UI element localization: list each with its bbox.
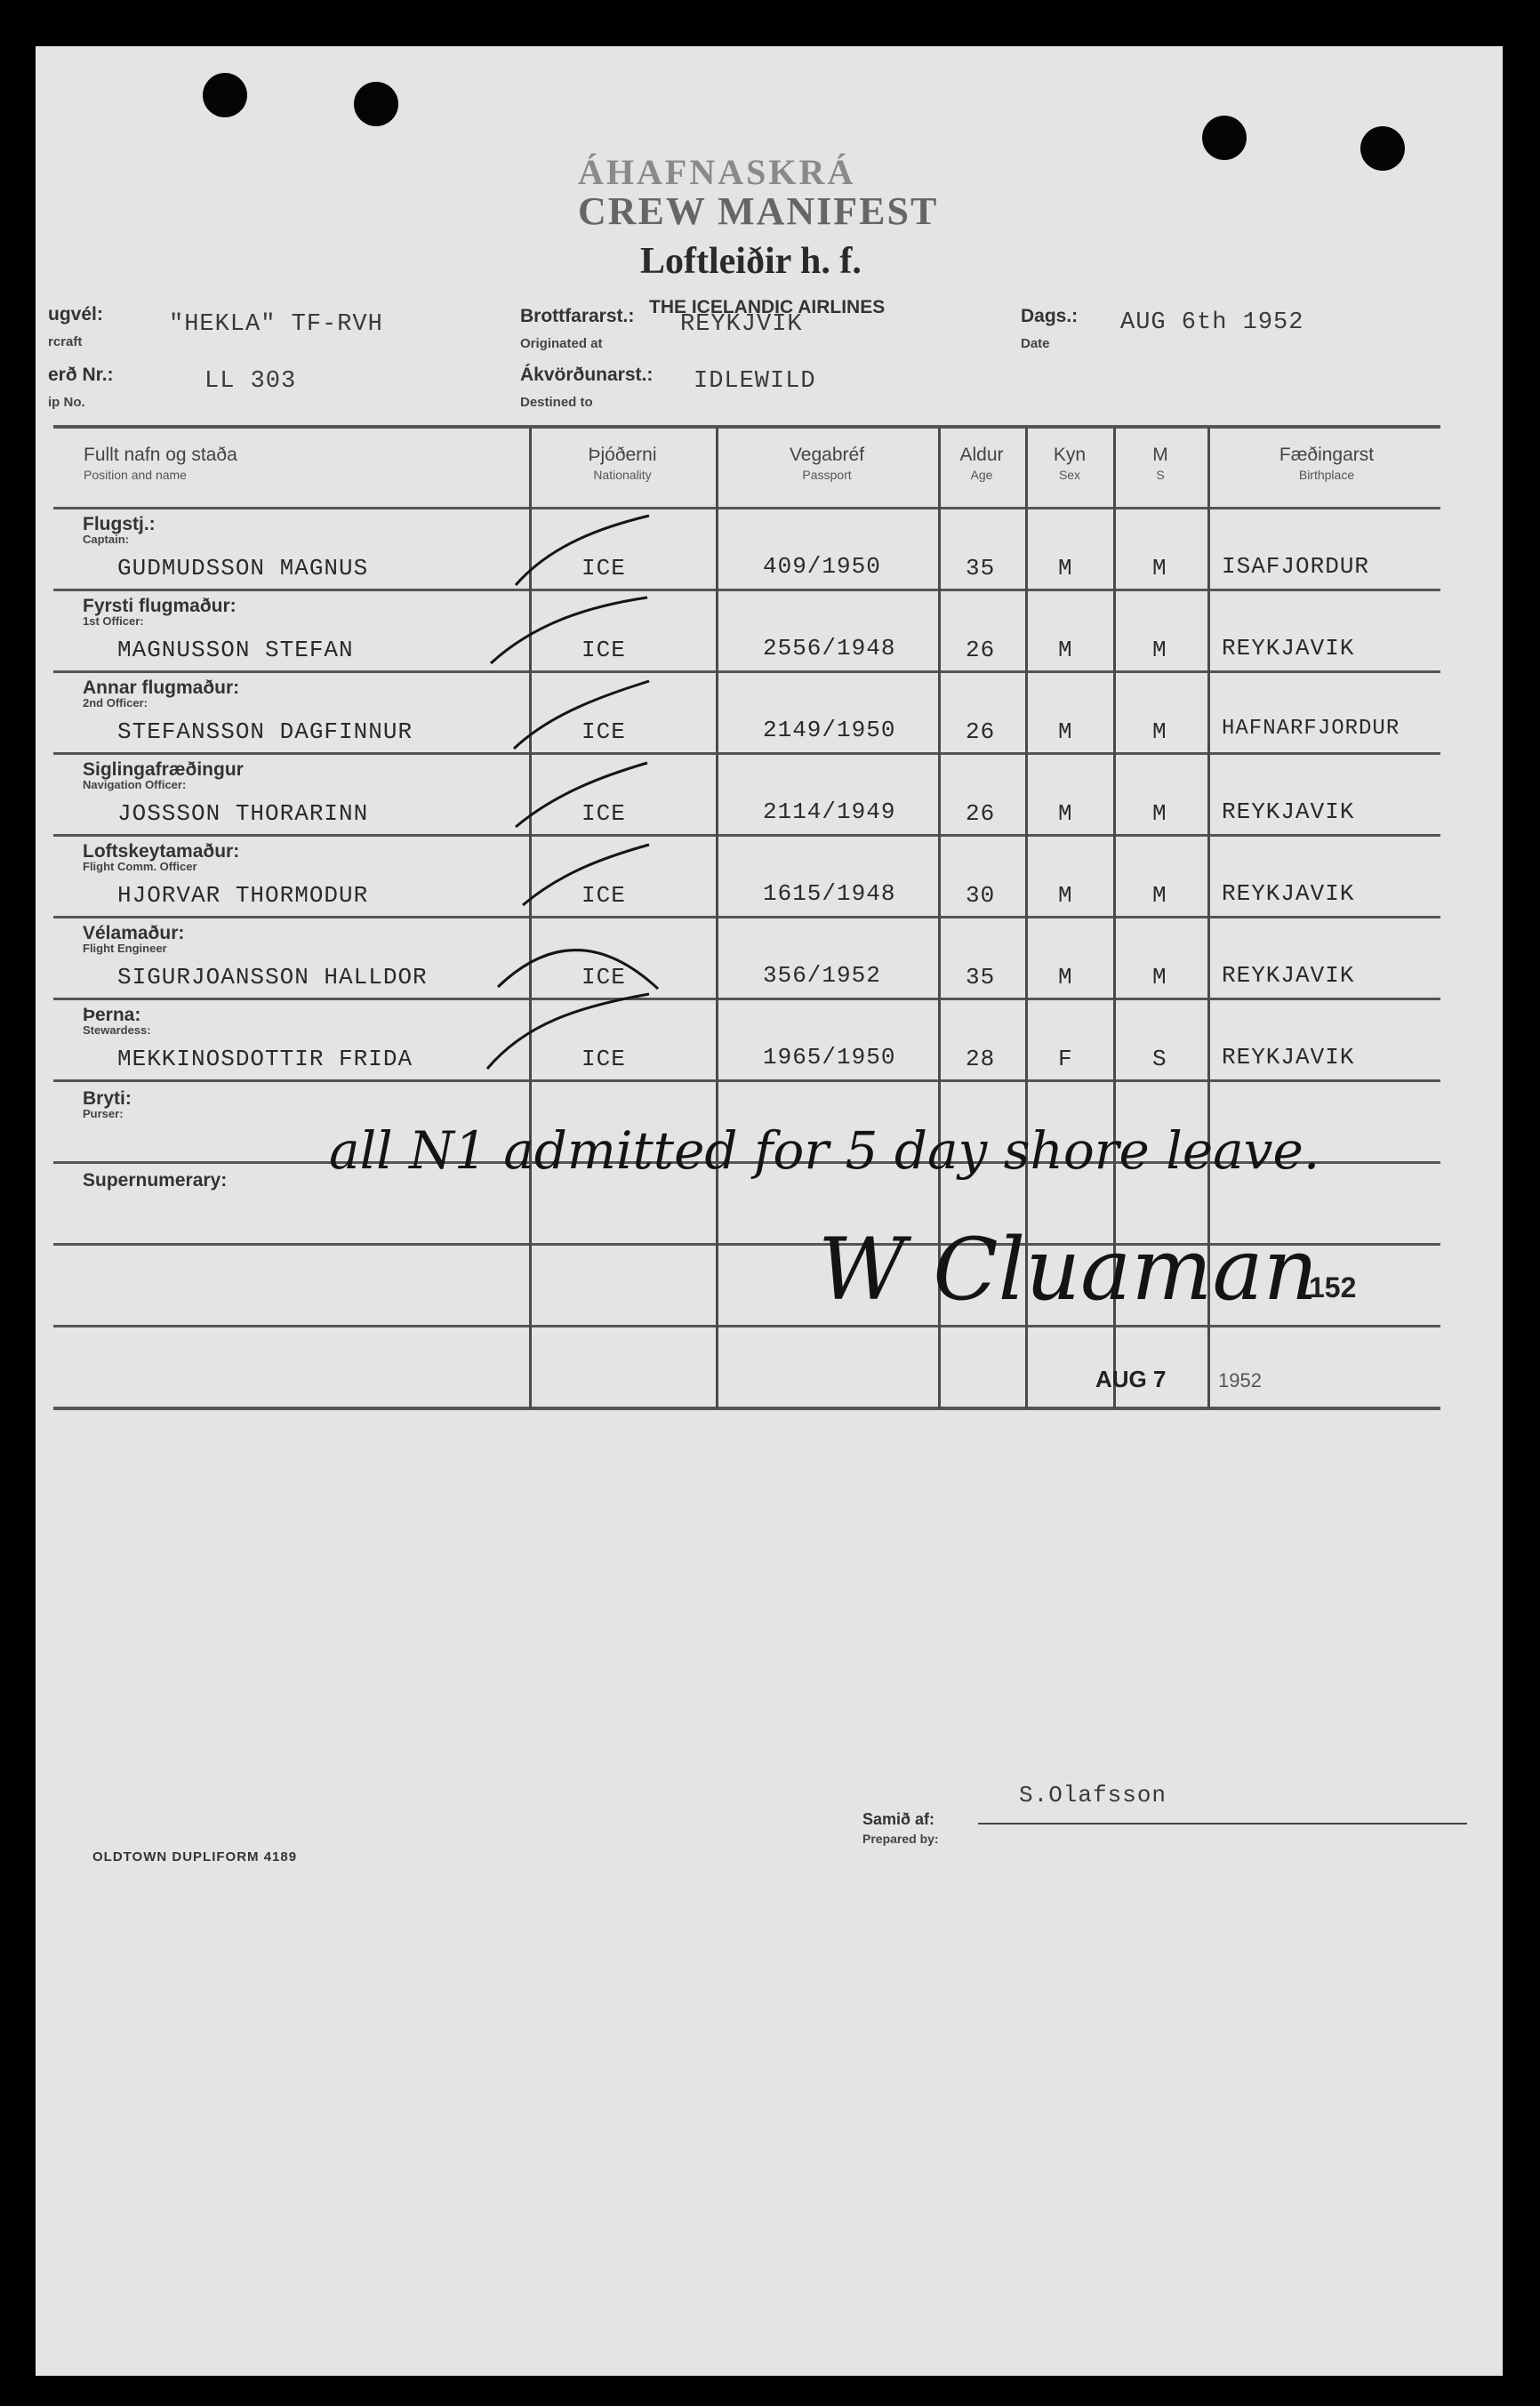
passport: 1615/1948	[763, 880, 896, 907]
crew-name: MAGNUSSON STEFAN	[117, 637, 354, 663]
trip-label-en: ip No.	[48, 395, 85, 410]
passport: 409/1950	[763, 553, 881, 580]
prepared-by-value: S.Olafsson	[1019, 1782, 1167, 1809]
header-name: Fullt nafn og staða Position and name	[84, 445, 237, 482]
birthplace: REYKJAVIK	[1222, 880, 1355, 907]
handwritten-note: all N1 admitted for 5 day shore leave.	[329, 1120, 1320, 1181]
officer-signature: W Cluaman	[818, 1220, 1319, 1319]
header-passport: Vegabréf Passport	[789, 445, 865, 482]
title-icelandic: ÁHAFNASKRÁ	[578, 152, 856, 192]
header-sex: Kyn Sex	[1053, 445, 1087, 482]
age: 26	[966, 637, 996, 663]
purser-label: Bryti: Purser:	[83, 1088, 132, 1120]
nationality: ICE	[582, 964, 626, 990]
crew-name: JOSSSON THORARINN	[117, 800, 369, 827]
marital-status: M	[1152, 555, 1167, 581]
header-age: Aldur Age	[959, 445, 1004, 482]
origin-label-en: Originated at	[520, 336, 603, 351]
passport: 1965/1950	[763, 1044, 896, 1071]
destination-label: Ákvörðunarst.:	[520, 365, 654, 385]
sex: M	[1058, 555, 1073, 581]
nationality: ICE	[582, 637, 626, 663]
crew-name: MEKKINOSDOTTIR FRIDA	[117, 1046, 413, 1072]
role-label: Þerna: Stewardess:	[83, 1005, 151, 1037]
aircraft-value: "HEKLA" TF-RVH	[169, 311, 383, 338]
stamp-date: AUG 7	[1095, 1366, 1167, 1392]
nationality: ICE	[582, 882, 626, 909]
company-name: Loftleiðir h. f.	[640, 241, 862, 282]
passport: 2114/1949	[763, 798, 896, 825]
stamp-year: 1952	[1218, 1369, 1262, 1391]
destination-label-en: Destined to	[520, 395, 593, 410]
marital-status: S	[1152, 1046, 1167, 1072]
birthplace: REYKJAVIK	[1222, 962, 1355, 989]
date-value: AUG 6th 1952	[1120, 309, 1304, 336]
sex: M	[1058, 882, 1073, 909]
date-label-en: Date	[1021, 336, 1050, 351]
nationality: ICE	[582, 1046, 626, 1072]
trip-label: erð Nr.:	[48, 365, 114, 385]
company-subtitle: THE ICELANDIC AIRLINES	[649, 297, 886, 317]
stamp-number: 152	[1309, 1271, 1357, 1303]
passport: 2149/1950	[763, 717, 896, 743]
nationality: ICE	[582, 718, 626, 745]
supernumerary-label: Supernumerary:	[83, 1170, 228, 1191]
sex: M	[1058, 964, 1073, 990]
age: 28	[966, 1046, 996, 1072]
sex: F	[1058, 1046, 1073, 1072]
marital-status: M	[1152, 800, 1167, 827]
sex: M	[1058, 800, 1073, 827]
birthplace: HAFNARFJORDUR	[1222, 717, 1400, 741]
birthplace: REYKJAVIK	[1222, 635, 1355, 662]
age: 35	[966, 964, 996, 990]
aircraft-label-en: rcraft	[48, 334, 83, 349]
manifest-sheet	[36, 46, 1503, 2376]
birthplace: REYKJAVIK	[1222, 798, 1355, 825]
age: 26	[966, 800, 996, 827]
marital-status: M	[1152, 882, 1167, 909]
role-label: Siglingafræðingur Navigation Officer:	[83, 759, 244, 791]
prepared-by-label: Samið af:	[862, 1810, 935, 1828]
role-label: Fyrsti flugmaður: 1st Officer:	[83, 596, 237, 628]
aircraft-label: ugvél:	[48, 304, 103, 325]
destination-value: IDLEWILD	[694, 368, 816, 395]
header-birthplace: Fæðingarst Birthplace	[1279, 445, 1375, 482]
marital-status: M	[1152, 964, 1167, 990]
role-label: Loftskeytamaður: Flight Comm. Officer	[83, 841, 240, 873]
prepared-by-label-en: Prepared by:	[862, 1832, 939, 1846]
nationality: ICE	[582, 555, 626, 581]
title-crew-manifest: CREW MANIFEST	[578, 189, 939, 233]
header-marital-status: M S	[1152, 445, 1168, 482]
header-nationality: Þjóðerni Nationality	[588, 445, 657, 482]
nationality: ICE	[582, 800, 626, 827]
age: 26	[966, 718, 996, 745]
marital-status: M	[1152, 637, 1167, 663]
trip-value: LL 303	[205, 368, 297, 395]
crew-name: HJORVAR THORMODUR	[117, 882, 369, 909]
crew-name: STEFANSSON DAGFINNUR	[117, 718, 413, 745]
birthplace: ISAFJORDUR	[1222, 553, 1370, 580]
passport: 2556/1948	[763, 635, 896, 662]
marital-status: M	[1152, 718, 1167, 745]
sex: M	[1058, 637, 1073, 663]
signature-line	[978, 1823, 1467, 1825]
date-label: Dags.:	[1021, 306, 1079, 326]
age: 35	[966, 555, 996, 581]
origin-value: REYKJVIK	[680, 311, 803, 338]
sex: M	[1058, 718, 1073, 745]
role-label: Flugstj.: Captain:	[83, 514, 156, 546]
birthplace: REYKJAVIK	[1222, 1044, 1355, 1071]
crew-name: GUDMUDSSON MAGNUS	[117, 555, 369, 581]
role-label: Vélamaður: Flight Engineer	[83, 923, 185, 955]
origin-label: Brottfararst.:	[520, 306, 635, 326]
crew-name: SIGURJOANSSON HALLDOR	[117, 964, 428, 990]
age: 30	[966, 882, 996, 909]
passport: 356/1952	[763, 962, 881, 989]
role-label: Annar flugmaður: 2nd Officer:	[83, 678, 240, 710]
form-id: OLDTOWN DUPLIFORM 4189	[92, 1849, 298, 1865]
